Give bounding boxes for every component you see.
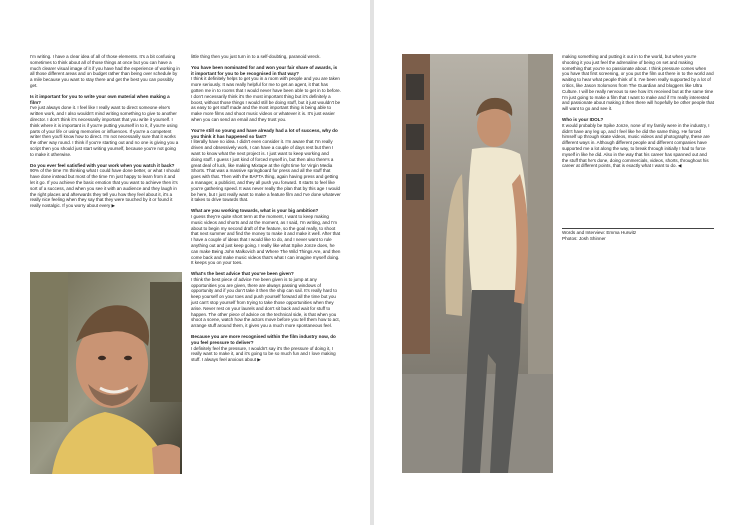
question: You have been nominated for and won your fair share of awards, is it important for you to be recognised in that way? xyxy=(191,64,338,76)
paragraph: making something and putting it out in to the world, but when you're shooting it you just feel the adrenaline of being on set and making something that you're so passionate about. I think pressure comes when you have that first screening, or you put the film out there in to the world and waiting to hear what people think of it. I've been really supported by a lot of critics, like Jason Solomons from The Guardian and bloggers like Ultra Culture. I will be really nervous to see how it's received but at the same time I'm just going to make a film that I want to make and if I'm really interested and passionate about making it then there will hopefully be other people that will want to go and see it. xyxy=(562,54,714,112)
credits xyxy=(562,230,714,242)
answer: I definitely feel the pressure, I wouldn't say it's the pressure of doing it, I really want to make it, and it's going to be so much fun and I love making stuff. I always feel anxious about ▶ xyxy=(191,345,336,363)
question: Is it important for you to write your own material when making a film? xyxy=(30,93,170,105)
question: You're still so young and have already had a lot of success, why do you think it has happened so fast? xyxy=(191,127,338,139)
answer: I think it definitely helps to get you in a room with people and you are taken more seriously. It was really helpful for me to get an agent, it that has gotten me in to rooms that I would never have been able to get in to before. I don't necessarily think it's the most important thing but it's definitely a boost, without those things I would still be doing stuff, but it just wouldn't be as easy to get stuff made and the most important thing is being able to make more films and shoot music videos or whatever it is. It's just easier when you can send an email and they trust you. xyxy=(191,76,341,122)
answer: 90% of the time I'm thinking what I could have done better, or what I should have done instead but most of the time I'm just happy to learn from it and let it go. If you achieve the basic emotion that you want to achieve then it's sort of a success, and when you see it with an audience and they laugh in the right places and afterwards they tell you how they feel about it, it's a really nice feeling when they say that they were touched by it or found it really nostalgic. If you worry about every ▶ xyxy=(30,168,180,209)
street-photo xyxy=(402,54,553,473)
portrait-photo xyxy=(30,272,182,474)
paragraph: little thing then you just turn in to a self-doubting, paranoid wreck. xyxy=(191,54,321,59)
column-1 xyxy=(30,54,180,214)
question: What's the best advice that you've been given? xyxy=(191,271,294,277)
answer: I literally have no idea. I didn't even consider it. I'm aware that I'm really driven and obsessively work, I can have a couple of days rest but then I want to know what the next project is. I just want to keep working and doing stuff. I guess I just kind of forced myself in, but then also there's a great deal of luck, like making Mixtape at the right time for Virgin Media Shorts. That was a massive springboard for press and all the stuff that goes with that. Then with the BAFTA thing, again having press and getting a manager, a publicist, and they all push you forward. It starts to feel like you're gathering speed. It was never really the plan that by this age I would be here, but I just really want to make a feature film and I've done whatever it takes to drive towards that. xyxy=(191,139,341,203)
paragraph: I'm writing. I have a clear idea of all of those elements. It's a bit confusing sometimes to think about all of those things at once but you can have a much clearer visual image of it if you have had the experience of working in all those different areas and on budget rather than being over schedule by a mile because you want to stay there and get the best you can possibly get. xyxy=(30,54,180,88)
answer: I've just always done it. I feel like I really want to direct someone else's written work, and I also wouldn't mind writing something to give to another director. I don't think it's necessarily important that you write it yourself. I think where it is important is if you're putting yourself in to it, if you're using parts of your life or using memories or influences. If you're a competent writer then you'll know how to direct. I'm not necessarily sure that it works the other way round. I think if you're starting out and no one is giving you a script then you should just start writing yourself, because you're not going to make it otherwise. xyxy=(30,105,179,157)
question: What are you working towards, what is your big ambition? xyxy=(191,208,319,214)
column-3 xyxy=(562,54,714,174)
answer: It would probably be Spike Jonze, none of my family were in the industry, I didn't have any leg up, and I feel like he did the same thing. He forced himself up through skate videos, music videos and photography, these are different ways in. Although different people and different companies have supported me a lot along the way, to break through initially I had to force myself in like he did. Also in the way that his career has spanned out and the stuff that he's done, doing commercials, videos, shorts, throughout his career at different points, that is exactly what I want to do. ◀ xyxy=(562,122,710,169)
question: Do you ever feel satisfied with your work when you watch it back? xyxy=(30,162,175,168)
question: Because you are more recognised within the film industry now, do you feel pressure to deliver? xyxy=(191,334,336,345)
column-2 xyxy=(191,54,341,368)
answer: I guess they're quite short term at the moment, I want to keep making music videos and shorts and at the moment, as I said, I'm writing, and I'm about to begin my second draft of the feature, so the goal really, to shoot that next summer and find the money to make it and make it well. After that I have a couple of ideas that I would like to do, and I never want to rule anything out and just keep going. I really like what Spike Jonze does, he can make Being John Malkovich and Where The Wild Things Are, and then come back and make music videos that's what I can imagine myself doing. It keeps you on your toes. xyxy=(191,213,341,266)
credit-photos: Photos: Josh Shinner xyxy=(562,236,606,241)
question: Who is your IDOL? xyxy=(562,116,604,122)
credit-words: Words and Interview: Emma Hurwitz xyxy=(562,230,637,235)
answer: I think the best piece of advice I've been given is to jump at any opportunities you are given, there are always passing windows of opportunity and if you don't take it then the ship can sail. It's really hard to keep yourself on your toes and push yourself forward all the time but you just can't stop yourself from trying to take those opportunities when they arise. Never rest on your laurels and don't sit back and wait for stuff to happen. The other piece of advice on the technical side, is that when you shoot a scene, watch how the actors move before you tell them how to act, arrange stuff around them, it gives you a much more spontaneous feel. xyxy=(191,276,340,329)
credits-divider xyxy=(562,228,714,229)
